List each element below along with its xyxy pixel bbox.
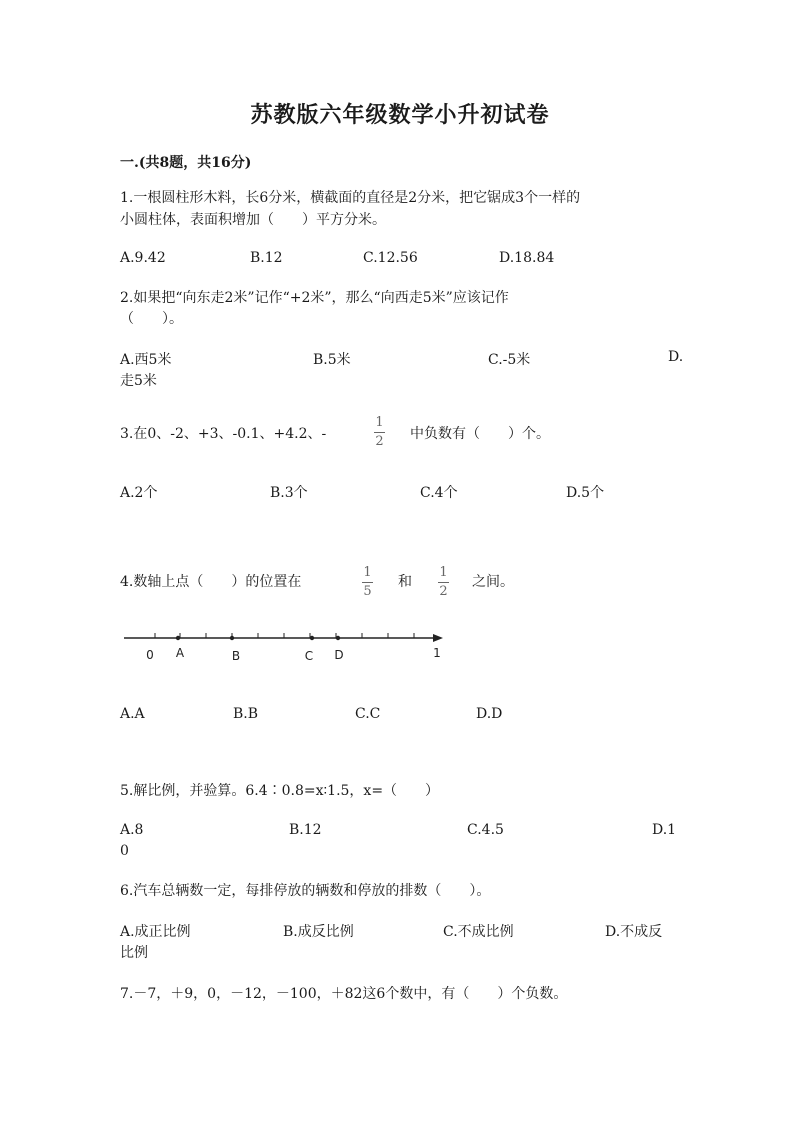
fraction-bar: [362, 582, 373, 583]
fraction-numerator: 1: [439, 565, 448, 580]
question-1-line-1: 1.一根圆柱形木料，长6分米，横截面的直径是2分米，把它锯成3个一样的: [120, 190, 581, 206]
question-1-option-b[interactable]: B.12: [250, 250, 283, 266]
number-line-point: [310, 636, 314, 640]
question-2-option-d[interactable]: D.: [668, 349, 684, 365]
question-3-text-after: 中负数有（ ）个。: [410, 426, 550, 442]
question-4-option-a[interactable]: A.A: [120, 706, 145, 722]
question-2-option-c[interactable]: C.-5米: [488, 352, 531, 368]
fraction-bar: [374, 432, 385, 433]
question-5-option-a[interactable]: A.8: [120, 822, 144, 838]
number-line-arrow: [433, 634, 443, 642]
fraction-denominator: 5: [363, 584, 372, 599]
question-5-option-d-wrap: 0: [120, 843, 129, 859]
question-3-text-before: 3.在0、-2、+3、-0.1、+4.2、-: [120, 426, 327, 442]
fraction-bar: [438, 582, 449, 583]
question-6-option-c[interactable]: C.不成比例: [443, 924, 514, 940]
question-7-line-1: 7.－7，＋9，0，－12，－100，＋82这6个数中，有（ ）个负数。: [120, 986, 568, 1002]
question-5-line-1: 5.解比例，并验算。6.4∶0.8=x∶1.5，x=（ ）: [120, 783, 440, 799]
fraction-one-fifth: [362, 565, 373, 600]
question-2-option-a[interactable]: A.西5米: [120, 352, 172, 368]
question-1-line-2: 小圆柱体，表面积增加（ ）平方分米。: [120, 212, 386, 228]
number-line-label: A: [175, 646, 185, 660]
question-3-option-a[interactable]: A.2个: [120, 485, 158, 501]
number-line-label: 0: [146, 648, 154, 662]
question-4-option-d[interactable]: D.D: [476, 706, 503, 722]
number-line-label: B: [231, 649, 241, 663]
question-4-text-after: 之间。: [472, 574, 514, 590]
fraction-numerator: 1: [375, 415, 384, 430]
number-line-label: C: [304, 649, 314, 663]
question-5-option-b[interactable]: B.12: [289, 822, 322, 838]
question-3-option-d[interactable]: D.5个: [566, 485, 605, 501]
question-6-option-d-wrap: 比例: [120, 945, 148, 961]
number-line-label: D: [334, 648, 344, 662]
question-1-option-d[interactable]: D.18.84: [499, 250, 555, 266]
fraction-one-half: [438, 565, 449, 600]
question-4-text-before: 4.数轴上点（ ）的位置在: [120, 574, 302, 590]
number-line-point: [336, 636, 340, 640]
question-6-option-b[interactable]: B.成反比例: [283, 924, 354, 940]
question-4-and: 和: [398, 574, 412, 590]
question-2-line-1: 2.如果把“向东走2米”记作“+2米”，那么“向西走5米”应该记作: [120, 290, 509, 306]
question-1-option-a[interactable]: A.9.42: [120, 250, 166, 266]
question-3-option-b[interactable]: B.3个: [270, 485, 308, 501]
question-6-line-1: 6.汽车总辆数一定，每排停放的辆数和停放的排数（ ）。: [120, 883, 491, 899]
question-2-option-b[interactable]: B.5米: [313, 352, 351, 368]
number-line: [0, 620, 800, 670]
fraction-one-half: [374, 415, 385, 450]
question-2-option-d-wrap: 走5米: [120, 373, 157, 389]
number-line-point: [176, 636, 180, 640]
page-title: 苏教版六年级数学小升初试卷: [250, 102, 550, 128]
question-2-line-2: （ ）。: [120, 311, 183, 327]
question-5-option-d[interactable]: D.1: [652, 822, 677, 838]
question-1-option-c[interactable]: C.12.56: [363, 250, 418, 266]
question-6-option-a[interactable]: A.成正比例: [120, 924, 191, 940]
question-4-option-c[interactable]: C.C: [355, 706, 381, 722]
question-3-option-c[interactable]: C.4个: [420, 485, 458, 501]
question-4-option-b[interactable]: B.B: [233, 706, 259, 722]
fraction-denominator: 2: [375, 434, 384, 449]
fraction-denominator: 2: [439, 584, 448, 599]
fraction-numerator: 1: [363, 565, 372, 580]
number-line-label: 1: [433, 646, 441, 660]
number-line-point: [230, 636, 234, 640]
question-5-option-c[interactable]: C.4.5: [467, 822, 504, 838]
section-heading: 一.(共8题，共16分): [120, 155, 252, 171]
question-6-option-d[interactable]: D.不成反: [605, 924, 663, 940]
